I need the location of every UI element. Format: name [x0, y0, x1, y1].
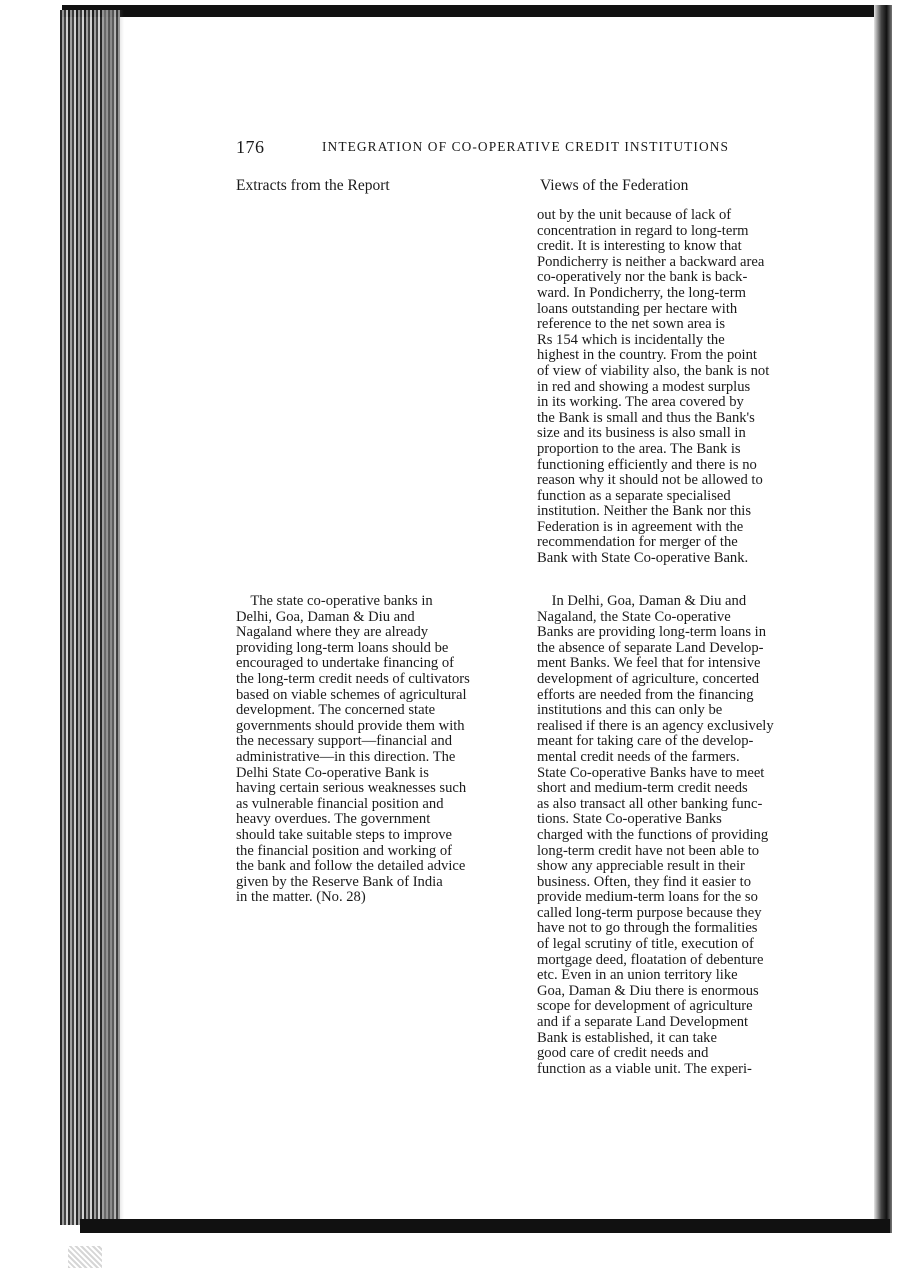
text-line: long-term credit have not been able to — [537, 842, 760, 859]
text-line: size and its business is also small in — [537, 425, 746, 442]
text-line: function as a separate specialised — [537, 487, 731, 504]
text-line: administrative—in this direction. The — [236, 748, 456, 765]
text-line: the necessary support—financial and — [236, 733, 452, 750]
text-line: encouraged to undertake financing of — [236, 655, 455, 672]
text-line: the absence of separate Land Develop- — [537, 639, 764, 656]
scan-bottom-border — [80, 1219, 890, 1233]
text-line: institutions and this can only be — [537, 702, 723, 719]
text-line: ward. In Pondicherry, the long-term — [537, 284, 746, 301]
text-line: reason why it should not be allowed to — [537, 472, 763, 489]
text-line: development. The concerned state — [236, 702, 436, 719]
running-head: INTEGRATION OF CO-OPERATIVE CREDIT INSTITUTIONS — [322, 139, 730, 154]
left-column-heading: Extracts from the Report — [236, 177, 390, 194]
text-line: short and medium-term credit needs — [537, 780, 748, 797]
text-line: have not to go through the formalities — [537, 920, 758, 937]
text-line: of legal scrutiny of title, execution of — [537, 936, 754, 953]
text-line: functioning efficiently and there is no — [537, 456, 757, 473]
right-column-heading: Views of the Federation — [540, 177, 689, 194]
text-line: The state co-operative banks in — [236, 593, 433, 609]
text-line: proportion to the area. The Bank is — [537, 440, 741, 457]
text-line: Delhi State Co-operative Bank is — [236, 764, 429, 781]
text-line: the bank and follow the detailed advice — [236, 858, 466, 875]
text-line: function as a viable unit. The experi- — [537, 1060, 752, 1077]
page-right-edge — [874, 5, 892, 1233]
text-line: of view of viability also, the bank is not — [537, 362, 770, 379]
corner-speck — [68, 1246, 102, 1268]
text-line: having certain serious weaknesses such — [236, 780, 467, 797]
text-line: State Co-operative Banks have to meet — [537, 764, 765, 781]
text-line: Bank is established, it can take — [537, 1029, 717, 1046]
binding-fade — [104, 10, 124, 1225]
text-line: etc. Even in an union territory like — [537, 967, 738, 984]
text-line: Delhi, Goa, Daman & Diu and — [236, 608, 415, 625]
text-line: development of agriculture, concerted — [537, 670, 760, 687]
text-line: provide medium-term loans for the so — [537, 889, 758, 906]
report-extract-recommendation-28 — [236, 594, 470, 906]
text-line: Nagaland, the State Co-operative — [537, 608, 731, 625]
text-line: realised if there is an agency exclusively — [537, 717, 774, 734]
text-line: reference to the net sown area is — [537, 316, 726, 333]
text-line: Federation is in agreement with the — [537, 518, 744, 535]
text-line: Bank with State Co-operative Bank. — [537, 550, 749, 567]
text-line: in its working. The area covered by — [537, 394, 744, 411]
text-line: business. Often, they find it easier to — [537, 873, 751, 890]
text-line: loans outstanding per hectare with — [537, 300, 738, 317]
text-line: institution. Neither the Bank nor this — [537, 503, 752, 520]
text-line: charged with the functions of providing — [537, 826, 769, 843]
text-line: heavy overdues. The government — [236, 811, 431, 828]
text-line: tions. State Co-operative Banks — [537, 811, 722, 828]
text-line: mental credit needs of the farmers. — [537, 748, 740, 765]
text-line: Rs 154 which is incidentally the — [537, 331, 725, 348]
text-line: good care of credit needs and — [537, 1045, 709, 1062]
text-line: should take suitable steps to improve — [236, 826, 453, 843]
text-line: Banks are providing long-term loans in — [537, 624, 766, 641]
text-line: Nagaland where they are already — [236, 624, 429, 641]
text-line: the financial position and working of — [236, 842, 453, 859]
text-line: ment Banks. We feel that for intensive — [537, 655, 761, 672]
text-line: co-operatively nor the bank is back- — [537, 269, 748, 286]
federation-views-continued — [537, 208, 769, 567]
text-line: concentration in regard to long-term — [537, 222, 749, 239]
page-number: 176 — [236, 137, 265, 157]
text-line: as vulnerable financial position and — [236, 795, 444, 812]
text-line: given by the Reserve Bank of India — [236, 873, 443, 890]
text-line: recommendation for merger of the — [537, 534, 738, 551]
text-line: out by the unit because of lack of — [537, 207, 732, 223]
text-line: Pondicherry is neither a backward area — [537, 253, 765, 270]
scan-top-border — [62, 5, 892, 17]
text-line: show any appreciable result in their — [537, 858, 745, 875]
text-line: governments should provide them with — [236, 717, 465, 734]
text-line: In Delhi, Goa, Daman & Diu and — [537, 593, 747, 609]
text-line: meant for taking care of the develop- — [537, 733, 754, 750]
text-line: the Bank is small and thus the Bank's — [537, 409, 755, 426]
federation-views-union-territories — [537, 594, 774, 1077]
text-line: highest in the country. From the point — [537, 347, 757, 364]
text-line: in red and showing a modest surplus — [537, 378, 751, 395]
text-line: Goa, Daman & Diu there is enormous — [537, 982, 759, 999]
text-line: the long-term credit needs of cultivators — [236, 670, 470, 687]
text-line: based on viable schemes of agricultural — [236, 686, 467, 703]
text-line: called long-term purpose because they — [537, 904, 762, 921]
text-line: and if a separate Land Development — [537, 1014, 749, 1031]
text-line: as also transact all other banking func- — [537, 795, 763, 812]
text-line: credit. It is interesting to know that — [537, 238, 742, 255]
text-line: efforts are needed from the financing — [537, 686, 754, 703]
text-line: scope for development of agriculture — [537, 998, 753, 1015]
text-line: providing long-term loans should be — [236, 639, 449, 656]
text-line: in the matter. (No. 28) — [236, 889, 366, 906]
text-line: mortgage deed, floatation of debenture — [537, 951, 764, 968]
